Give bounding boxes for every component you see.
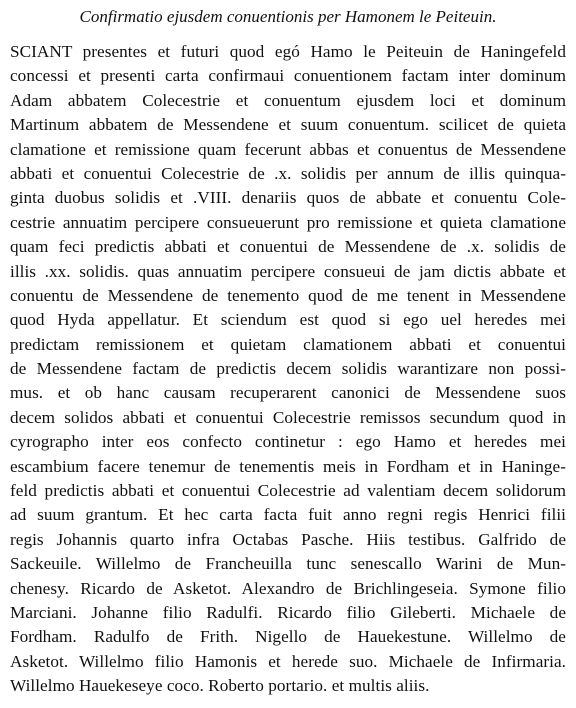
text-line: chenesy. Ricardo de Asketot. Alexandro de Brichlingeseia. Symone filio <box>10 578 566 598</box>
text-line: quam feci predictis abbati et conuentui de Messendene de .x. solidis de <box>10 237 566 257</box>
text-line: cyrographo inter eos confecto continetur : ego Hamo et heredes mei <box>10 432 566 452</box>
text-line: Fordham. Radulfo de Frith. Nigello de Hauekestune. Willelmo de <box>10 627 566 647</box>
charter-text <box>10 40 566 699</box>
text-line: Asketot. Willelmo filio Hamonis et herede suo. Michaele de Infirmaria. <box>10 651 566 671</box>
text-line: ad suum grantum. Et hec carta facta fuit anno regni regis Henrici filii <box>10 505 566 525</box>
text-line: Adam abbatem Colecestrie et conuentum ejusdem loci et dominum <box>10 90 566 110</box>
text-line: Willelmo Hauekeseye coco. Roberto portario. et multis aliis. <box>10 676 430 696</box>
text-line: Sackeuile. Willelmo de Francheuilla tunc senescallo Warini de Mun- <box>10 554 566 574</box>
text-line: illis .xx. solidis. quas annuatim percipere consueui de jam dictis abbate et <box>10 261 566 281</box>
text-line: conuentu de Messendene de tenemento quod de me tenent in Messendene <box>10 285 566 305</box>
text-line: cestrie annuatim percipere consueuerunt pro remissione et quieta clamatione <box>10 212 566 232</box>
text-line: de Messendene factam de predictis decem solidis warantizare non possi- <box>10 359 566 379</box>
text-line: abbati et conuentui Colecestrie de .x. solidis per annum de illis quinqua- <box>10 163 566 183</box>
text-line: concessi et presenti carta confirmaui conuentionem factam inter dominum <box>10 66 566 86</box>
text-line: mus. et ob hanc causam recuperarent canonici de Messendene suos <box>10 383 566 403</box>
text-line: decem solidos abbati et conuentui Colecestrie remissos secundum quod in <box>10 407 566 427</box>
text-line: regis Johannis quarto infra Octabas Pasche. Hiis testibus. Galfrido de <box>10 529 566 549</box>
text-line: predictam remissionem et quietam clamationem abbati et conuentui <box>10 334 566 354</box>
text-line: clamatione et remissione quam fecerunt abbas et conuentus de Messendene <box>10 139 566 159</box>
text-line: Marciani. Johanne filio Radulfi. Ricardo filio Gileberti. Michaele de <box>10 602 566 622</box>
text-line: Martinum abbatem de Messendene et suum conuentum. scilicet de quieta <box>10 115 566 135</box>
text-line: SCIANT presentes et futuri quod egó Hamo le Peiteuin de Haningefeld <box>10 42 566 61</box>
text-line: quod Hyda appellatur. Et sciendum est quod si ego uel heredes mei <box>10 310 566 330</box>
text-line: escambium facere tenemur de tenementis meis in Fordham et in Haninge- <box>10 456 566 476</box>
text-line: ginta duobus solidis et .VIII. denariis quos de abbate et conuentu Cole- <box>10 188 566 208</box>
document-title: Confirmatio ejusdem conuentionis per Hamonem le Peiteuin. <box>79 7 497 26</box>
text-line: feld predictis abbati et conuentui Colecestrie ad valentiam decem solidorum <box>10 481 566 501</box>
